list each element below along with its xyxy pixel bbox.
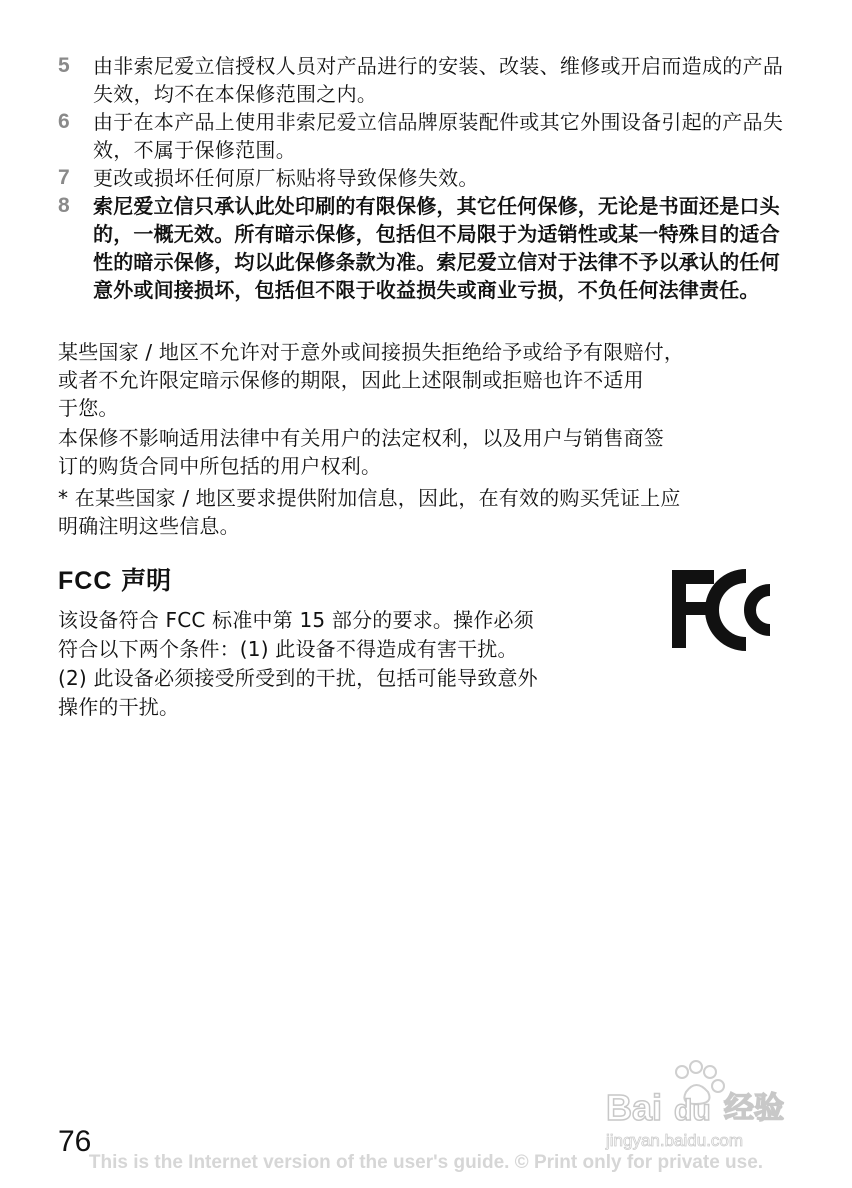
- baidu-jingyan-watermark-icon: [600, 1058, 810, 1158]
- svg-text:经验: 经验: [724, 1091, 784, 1126]
- list-text: 由于在本产品上使用非索尼爱立信品牌原装配件或其它外围设备引起的产品失效，不属于保修范围。: [93, 110, 784, 162]
- paragraph-statutory-rights: [58, 424, 792, 480]
- svg-text:jingyan.baidu.com: jingyan.baidu.com: [606, 1131, 744, 1150]
- list-item-6: [58, 108, 792, 164]
- svg-text:du: du: [674, 1094, 711, 1127]
- fcc-statement: [58, 606, 633, 722]
- fcc-logo-icon: [670, 568, 794, 652]
- footer-note: This is the Internet version of the user's guide. © Print only for private use.: [88, 1152, 764, 1173]
- list-number: 8: [58, 194, 70, 217]
- fcc-line: 符合以下两个条件：(1) 此设备不得造成有害干扰。: [58, 637, 518, 661]
- list-text-bold: 索尼爱立信只承认此处印刷的有限保修，其它任何保修，无论是书面还是口头的，一概无效。所有暗示保修，包括但不局限于为适销性或某一特殊目的适合性的暗示保修，均以此保修条款为准。索尼爱立信对于法律不予以承认的任何意外或间接损坏，包括但不限于收益损失或商业亏损，不负任何法律责任。: [93, 194, 780, 302]
- list-item-7: [58, 164, 792, 192]
- paragraph-line: 订的购货合同中所包括的用户权利。: [58, 454, 382, 478]
- fcc-section-title: [58, 565, 171, 597]
- fcc-line: (2) 此设备必须接受所受到的干扰，包括可能导致意外: [58, 666, 538, 690]
- paragraph-additional-info: [58, 484, 792, 540]
- paragraph-line: 于您。: [58, 396, 119, 420]
- list-item-8: [58, 192, 792, 304]
- list-text: 更改或损坏任何原厂标贴将导致保修失效。: [93, 166, 479, 190]
- fcc-line: 操作的干扰。: [58, 695, 180, 719]
- list-number: 6: [58, 110, 70, 133]
- page-number: 76: [58, 1125, 92, 1158]
- paragraph-line: * 在某些国家 / 地区要求提供附加信息，因此，在有效的购买凭证上应: [58, 486, 681, 510]
- list-number: 7: [58, 166, 70, 189]
- paragraph-line: 明确注明这些信息。: [58, 514, 240, 538]
- list-item-5: [58, 52, 792, 108]
- paragraph-limitations: [58, 338, 792, 422]
- fcc-line: 该设备符合 FCC 标准中第 15 部分的要求。操作必须: [58, 608, 534, 632]
- list-text: 由非索尼爱立信授权人员对产品进行的安装、改装、维修或开启而造成的产品失效，均不在本保修范围之内。: [93, 54, 784, 106]
- paragraph-line: 本保修不影响适用法律中有关用户的法定权利，以及用户与销售商签: [58, 426, 664, 450]
- fcc-title-latin: FCC: [58, 567, 113, 595]
- svg-text:Bai: Bai: [606, 1087, 663, 1128]
- list-number: 5: [58, 54, 70, 77]
- fcc-title-cjk: 声明: [121, 566, 172, 595]
- paragraph-line: 或者不允许限定暗示保修的期限，因此上述限制或拒赔也许不适用: [58, 368, 644, 392]
- paragraph-line: 某些国家 / 地区不允许对于意外或间接损失拒绝给予或给予有限赔付，: [58, 340, 685, 364]
